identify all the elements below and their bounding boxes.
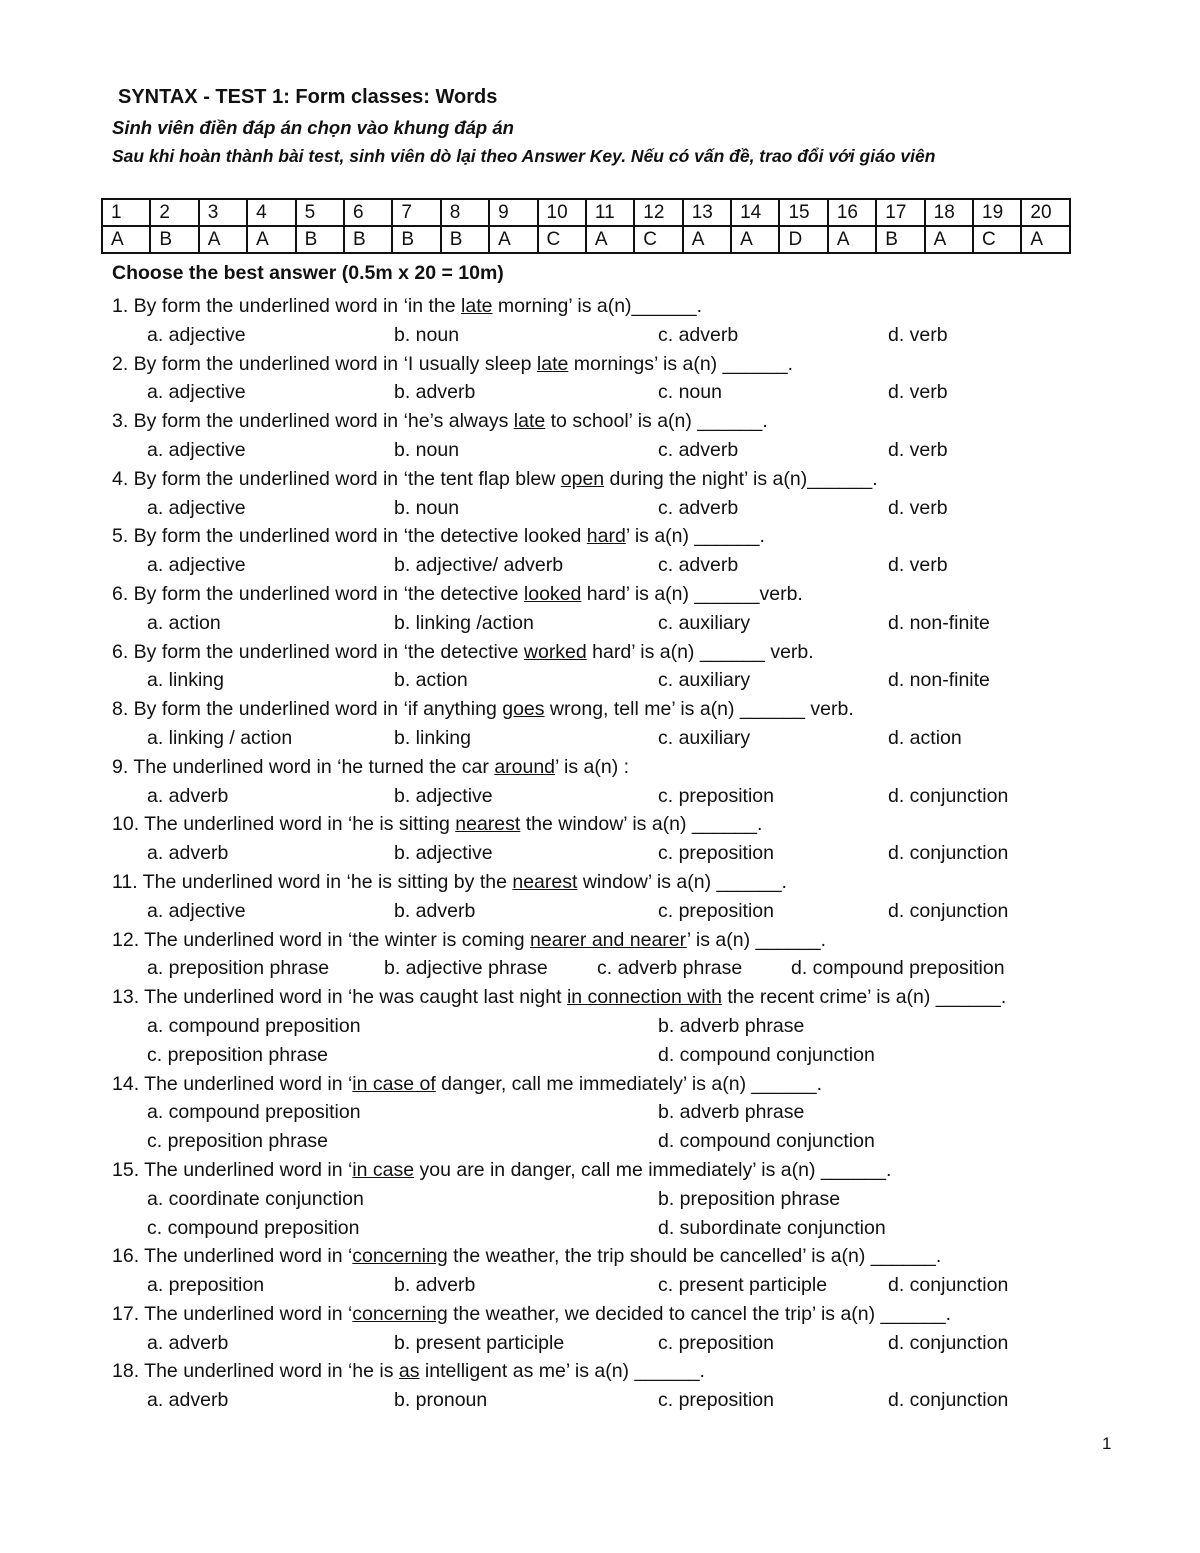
- answer-option: a. coordinate conjunction: [147, 1187, 364, 1210]
- options-row: [112, 666, 1142, 695]
- instruction-line-1: Sinh viên điền đáp án chọn vào khung đáp án: [112, 117, 514, 138]
- underlined-word: nearer and nearer: [530, 928, 687, 951]
- question-stem: 16. The underlined word in ‘: [112, 1245, 353, 1268]
- question-stem: 6. By form the underlined word in ‘the detective: [112, 582, 524, 605]
- answer-option: c. adverb phrase: [597, 957, 743, 980]
- key-answer: C: [973, 226, 1021, 253]
- answer-option: b. adjective: [394, 842, 493, 865]
- key-answer: D: [779, 226, 827, 253]
- question-list: [112, 292, 1142, 1415]
- key-number: 4: [247, 199, 295, 226]
- question-text: [112, 983, 1142, 1012]
- key-number: 1: [102, 199, 150, 226]
- answer-option: d. verb: [888, 438, 948, 461]
- question-stem: 5. By form the underlined word in ‘the detective looked: [112, 525, 587, 548]
- underlined-word: in case: [352, 1158, 415, 1181]
- options-row: [112, 1386, 1142, 1415]
- options-row: [112, 1098, 1142, 1127]
- answer-option: c. preposition: [658, 899, 774, 922]
- options-row: [112, 494, 1142, 523]
- question-stem-end: you are in danger, call me immediately’ is a(n) ______.: [414, 1158, 892, 1181]
- key-number: 11: [586, 199, 634, 226]
- answer-option: b. adverb: [394, 381, 476, 404]
- options-row: [112, 1329, 1142, 1358]
- answer-option: d. conjunction: [888, 1331, 1009, 1354]
- question-stem: 4. By form the underlined word in ‘the tent flap blew: [112, 467, 561, 490]
- answer-option: a. adjective: [147, 323, 246, 346]
- answer-option: d. verb: [888, 554, 948, 577]
- question-stem-end: morning’ is a(n)______.: [492, 295, 703, 317]
- underlined-word: looked: [523, 582, 582, 605]
- question-stem: 2. By form the underlined word in ‘I usually sleep: [112, 352, 537, 375]
- question-stem: 12. The underlined word in ‘the winter is coming: [112, 928, 531, 951]
- question-stem-end: the window’ is a(n) ______.: [520, 813, 763, 836]
- answer-option: c. auxiliary: [658, 669, 751, 692]
- question-text: [112, 638, 1142, 667]
- answer-option: a. compound preposition: [147, 1014, 361, 1037]
- key-answer: A: [102, 226, 150, 253]
- question-stem: 15. The underlined word in ‘: [112, 1158, 353, 1181]
- answer-option: b. noun: [394, 438, 460, 461]
- question-stem-end: intelligent as me’ is a(n) ______.: [419, 1360, 705, 1383]
- underlined-word: late: [513, 410, 546, 433]
- underlined-word: in case of: [352, 1072, 436, 1095]
- underlined-word: as: [398, 1360, 420, 1383]
- key-number: 17: [876, 199, 924, 226]
- underlined-word: nearest: [455, 813, 521, 836]
- underlined-word: goes: [502, 698, 545, 721]
- question-stem: 11. The underlined word in ‘he is sitting by the: [112, 870, 513, 893]
- options-row: [112, 782, 1142, 811]
- answer-option: d. verb: [888, 381, 948, 404]
- question-text: [112, 522, 1142, 551]
- question-stem-end: hard’ is a(n) ______verb.: [581, 582, 803, 605]
- question-stem: 13. The underlined word in ‘he was caught last night: [112, 986, 567, 1009]
- key-answer: B: [344, 226, 392, 253]
- answer-option: c. preposition: [658, 1331, 774, 1354]
- answer-option: d. compound conjunction: [658, 1130, 875, 1153]
- options-row: [112, 436, 1142, 465]
- options-row: [112, 1214, 1142, 1243]
- question-text: [112, 350, 1142, 379]
- answer-option: c. preposition phrase: [147, 1043, 329, 1066]
- key-number: 8: [441, 199, 489, 226]
- question-text: [112, 407, 1142, 436]
- answer-option: d. subordinate conjunction: [658, 1216, 886, 1239]
- question-stem-end: wrong, tell me’ is a(n) ______ verb.: [544, 698, 854, 721]
- answer-option: b. adverb: [394, 1274, 476, 1297]
- key-number: 5: [296, 199, 344, 226]
- question-stem: 18. The underlined word in ‘he is: [112, 1360, 399, 1383]
- answer-option: d. verb: [888, 496, 948, 519]
- underlined-word: open: [560, 467, 605, 490]
- answer-option: a. adverb: [147, 784, 229, 807]
- question-text: [112, 1357, 1142, 1386]
- answer-option: c. auxiliary: [658, 611, 751, 634]
- answer-option: a. preposition: [147, 1274, 265, 1297]
- answer-option: a. adjective: [147, 438, 246, 461]
- answer-option: c. preposition: [658, 784, 774, 807]
- answer-option: a. adverb: [147, 1389, 229, 1412]
- key-answer: A: [925, 226, 973, 253]
- answer-option: d. conjunction: [888, 1389, 1009, 1412]
- answer-option: b. adjective: [394, 784, 493, 807]
- answer-option: a. action: [147, 611, 221, 634]
- question-stem: 10. The underlined word in ‘he is sitting: [112, 813, 456, 836]
- question-stem-end: ’ is a(n) ______.: [686, 928, 826, 951]
- question-text: [112, 465, 1142, 494]
- key-answer: A: [247, 226, 295, 253]
- key-answer: B: [876, 226, 924, 253]
- underlined-word: late: [461, 295, 493, 317]
- key-answer: A: [586, 226, 634, 253]
- answer-option: a. adjective: [147, 381, 246, 404]
- answer-option: d. non-finite: [888, 611, 990, 634]
- question-text: [112, 1156, 1142, 1185]
- key-number: 18: [925, 199, 973, 226]
- answer-option: c. auxiliary: [658, 726, 751, 749]
- answer-key-numbers-row: [102, 199, 1070, 226]
- key-number: 20: [1021, 199, 1069, 226]
- answer-option: d. verb: [888, 323, 948, 346]
- answer-option: c. preposition: [658, 842, 774, 865]
- key-number: 6: [344, 199, 392, 226]
- question-stem: 14. The underlined word in ‘: [112, 1072, 353, 1095]
- options-row: [112, 378, 1142, 407]
- options-row: [112, 724, 1142, 753]
- question-stem: 1. By form the underlined word in ‘in the: [112, 295, 462, 317]
- options-row: [112, 1127, 1142, 1156]
- key-answer: A: [199, 226, 247, 253]
- key-answer: A: [828, 226, 876, 253]
- question-text: [112, 1070, 1142, 1099]
- page-title: SYNTAX - TEST 1: Form classes: Words: [118, 86, 498, 108]
- answer-option: a. adjective: [147, 496, 246, 519]
- answer-option: a. compound preposition: [147, 1101, 361, 1124]
- options-row: [112, 1041, 1142, 1070]
- question-stem-end: the weather, we decided to cancel the trip’ is a(n) ______.: [447, 1302, 952, 1325]
- options-row: [112, 1012, 1142, 1041]
- answer-option: b. adjective/ adverb: [394, 554, 564, 577]
- question-stem-end: the weather, the trip should be cancelled’ is a(n) ______.: [447, 1245, 942, 1268]
- key-answer: C: [538, 226, 586, 253]
- question-stem-end: the recent crime’ is a(n) ______.: [721, 986, 1007, 1009]
- key-number: 7: [392, 199, 440, 226]
- question-stem-end: mornings’ is a(n) ______.: [568, 352, 794, 375]
- key-answer: B: [150, 226, 198, 253]
- answer-option: c. present participle: [658, 1274, 828, 1297]
- answer-option: b. adverb phrase: [658, 1101, 805, 1124]
- key-number: 9: [489, 199, 537, 226]
- key-number: 19: [973, 199, 1021, 226]
- key-answer: A: [1021, 226, 1069, 253]
- underlined-word: nearest: [512, 870, 578, 893]
- options-row: [112, 954, 1142, 983]
- answer-option: b. adjective phrase: [384, 957, 548, 980]
- answer-option: c. noun: [658, 381, 722, 404]
- question-text: [112, 1300, 1142, 1329]
- options-row: [112, 897, 1142, 926]
- question-text: [112, 868, 1142, 897]
- answer-option: d. conjunction: [888, 1274, 1009, 1297]
- answer-option: d. non-finite: [888, 669, 990, 692]
- answer-option: a. linking: [147, 669, 224, 692]
- question-text: [112, 695, 1142, 724]
- answer-option: b. linking /action: [394, 611, 534, 634]
- key-number: 10: [538, 199, 586, 226]
- question-text: [112, 580, 1142, 609]
- key-answer: B: [296, 226, 344, 253]
- section-heading: Choose the best answer (0.5m x 20 = 10m): [112, 262, 504, 284]
- options-row: [112, 839, 1142, 868]
- question-stem: 9. The underlined word in ‘he turned the car: [112, 755, 495, 778]
- underlined-word: concerning: [352, 1245, 448, 1268]
- question-text: [112, 810, 1142, 839]
- key-number: 15: [779, 199, 827, 226]
- answer-option: c. adverb: [658, 438, 739, 461]
- answer-option: b. preposition phrase: [658, 1187, 841, 1210]
- question-stem-end: ’ is a(n) ______.: [625, 525, 765, 548]
- key-answer: B: [441, 226, 489, 253]
- key-number: 14: [731, 199, 779, 226]
- answer-option: c. adverb: [658, 554, 739, 577]
- key-answer: B: [392, 226, 440, 253]
- key-number: 12: [634, 199, 682, 226]
- answer-option: b. pronoun: [394, 1389, 488, 1412]
- key-number: 16: [828, 199, 876, 226]
- question-stem-end: danger, call me immediately’ is a(n) ______.: [435, 1072, 822, 1095]
- answer-option: b. present participle: [394, 1331, 565, 1354]
- answer-option: b. adverb phrase: [658, 1014, 805, 1037]
- answer-option: a. preposition phrase: [147, 957, 330, 980]
- answer-option: a. adverb: [147, 1331, 229, 1354]
- answer-option: a. adverb: [147, 842, 229, 865]
- key-answer: C: [634, 226, 682, 253]
- options-row: [112, 551, 1142, 580]
- question-stem-end: hard’ is a(n) ______ verb.: [586, 640, 814, 663]
- answer-option: a. adjective: [147, 899, 246, 922]
- answer-option: c. preposition: [658, 1389, 774, 1412]
- key-answer: A: [683, 226, 731, 253]
- question-text: [112, 926, 1142, 955]
- question-stem-end: during the night’ is a(n)______.: [604, 467, 878, 490]
- question-stem-end: ’ is a(n) :: [555, 755, 630, 778]
- answer-option: d. conjunction: [888, 842, 1009, 865]
- answer-option: a. linking / action: [147, 726, 293, 749]
- underlined-word: hard: [586, 525, 626, 548]
- question-text: [112, 292, 1142, 321]
- key-number: 2: [150, 199, 198, 226]
- question-text: [112, 1242, 1142, 1271]
- key-answer: A: [489, 226, 537, 253]
- page-number: 1: [1102, 1434, 1112, 1453]
- instruction-line-2: Sau khi hoàn thành bài test, sinh viên dò lại theo Answer Key. Nếu có vấn đề, trao đổi với giáo viên: [112, 146, 936, 166]
- answer-option: b. noun: [394, 323, 460, 346]
- answer-option: a. adjective: [147, 554, 246, 577]
- answer-option: b. action: [394, 669, 468, 692]
- key-number: 13: [683, 199, 731, 226]
- question-stem-end: window’ is a(n) ______.: [577, 870, 787, 893]
- question-stem-end: to school’ is a(n) ______.: [545, 410, 768, 433]
- answer-option: b. adverb: [394, 899, 476, 922]
- answer-option: c. adverb: [658, 323, 739, 346]
- answer-option: c. adverb: [658, 496, 739, 519]
- answer-option: c. preposition phrase: [147, 1130, 329, 1153]
- answer-option: d. compound conjunction: [658, 1043, 875, 1066]
- answer-option: d. compound preposition: [791, 957, 1005, 980]
- answer-option: b. noun: [394, 496, 460, 519]
- options-row: [112, 1271, 1142, 1300]
- answer-key-table: [101, 198, 1071, 254]
- answer-option: c. compound preposition: [147, 1216, 360, 1239]
- key-answer: A: [731, 226, 779, 253]
- question-stem: 3. By form the underlined word in ‘he’s always: [112, 410, 514, 433]
- answer-option: d. action: [888, 726, 962, 749]
- answer-key-answers-row: [102, 226, 1070, 253]
- key-number: 3: [199, 199, 247, 226]
- question-stem: 6. By form the underlined word in ‘the detective: [112, 640, 524, 663]
- underlined-word: concerning: [352, 1302, 448, 1325]
- question-stem: 8. By form the underlined word in ‘if anything: [112, 698, 503, 721]
- options-row: [112, 1185, 1142, 1214]
- answer-option: d. conjunction: [888, 899, 1009, 922]
- underlined-word: in connection with: [566, 986, 722, 1009]
- options-row: [112, 609, 1142, 638]
- options-row: [112, 321, 1142, 350]
- answer-option: d. conjunction: [888, 784, 1009, 807]
- question-stem: 17. The underlined word in ‘: [112, 1302, 353, 1325]
- question-text: [112, 753, 1142, 782]
- underlined-word: late: [536, 352, 569, 375]
- answer-option: b. linking: [394, 726, 471, 749]
- underlined-word: around: [494, 755, 556, 778]
- underlined-word: worked: [523, 640, 587, 663]
